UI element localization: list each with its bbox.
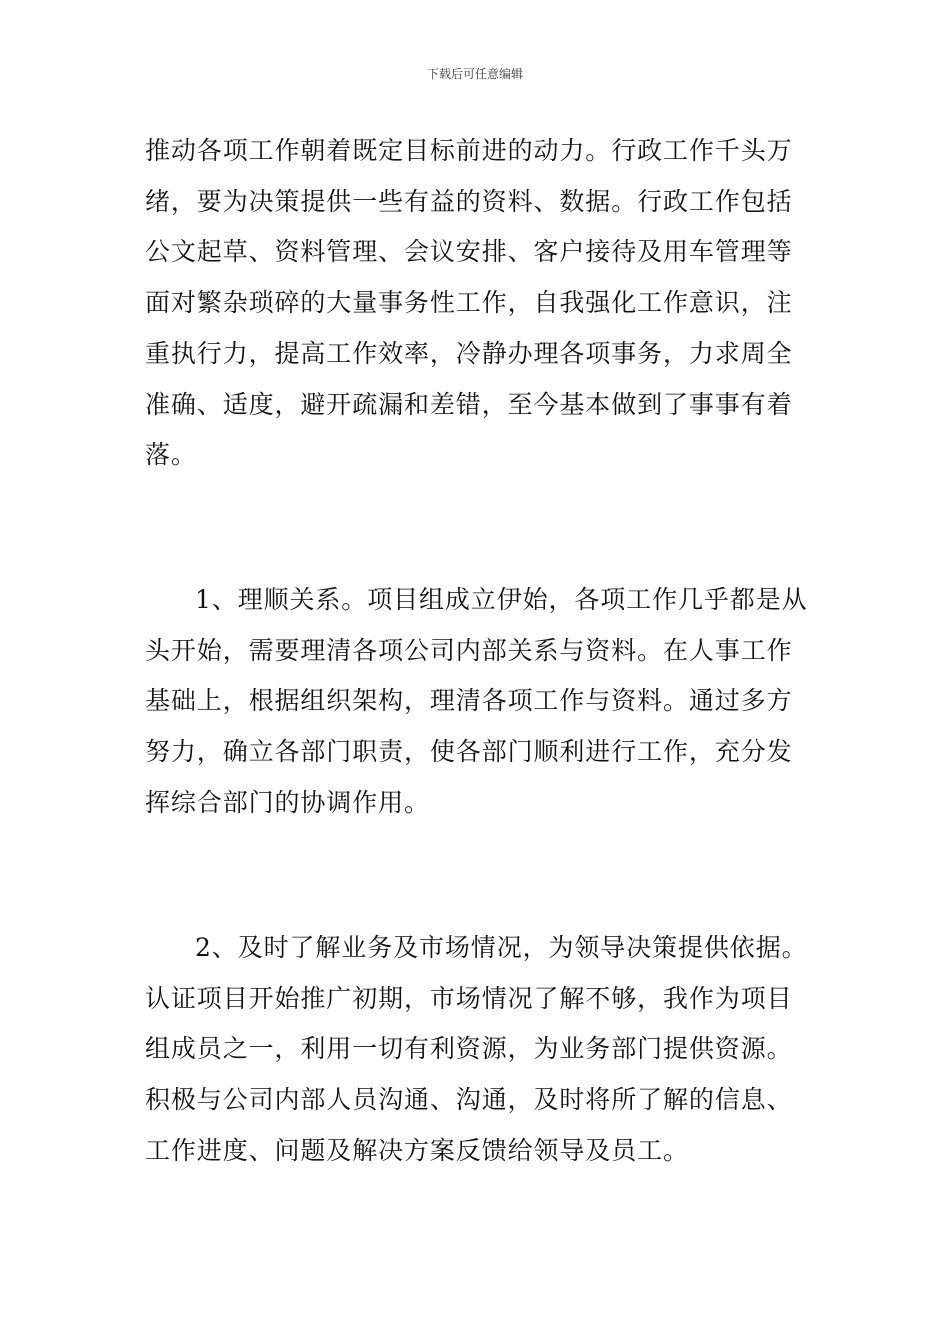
paragraph-line: 1、理顺关系。项目组成立伊始，各项工作几乎都是从 <box>195 585 808 614</box>
paragraph-line: 重执行力，提高工作效率，冷静办理各项事务，力求周全 <box>145 338 793 368</box>
paragraph-line: 准确、适度，避开疏漏和差错，至今基本做到了事事有着 <box>145 389 793 419</box>
paragraph-line: 积极与公司内部人员沟通、沟通，及时将所了解的信息、 <box>145 1085 793 1115</box>
paragraph-3 <box>145 923 809 1177</box>
paragraph-line: 公文起草、资料管理、会议安排、客户接待及用车管理等 <box>145 237 793 267</box>
paragraph-line: 组成员之一，利用一切有利资源，为业务部门提供资源。 <box>145 1034 793 1064</box>
header-note: 下载后可任意编辑 <box>426 67 523 81</box>
paragraph-line: 认证项目开始推广初期，市场情况了解不够，我作为项目 <box>145 983 793 1013</box>
paragraph-line: 2、及时了解业务及市场情况，为领导决策提供依据。 <box>195 933 808 962</box>
paragraph-line: 挥综合部门的协调作用。 <box>145 787 430 817</box>
paragraph-line: 推动各项工作朝着既定目标前进的动力。行政工作千头万 <box>145 136 793 165</box>
paragraph-line: 努力，确立各部门职责，使各部门顺利进行工作，充分发 <box>145 737 793 767</box>
paragraph-2 <box>145 575 809 829</box>
paragraph-line: 基础上，根据组织架构，理清各项工作与资料。通过多方 <box>145 686 793 716</box>
paragraph-line: 头开始，需要理清各项公司内部关系与资料。在人事工作 <box>145 635 793 665</box>
paragraph-line: 绪，要为决策提供一些有益的资料、数据。行政工作包括 <box>145 186 793 216</box>
paragraph-line: 面对繁杂琐碎的大量事务性工作，自我强化工作意识，注 <box>145 288 793 318</box>
paragraph-line: 落。 <box>145 440 197 470</box>
paragraph-1 <box>145 126 809 481</box>
paragraph-line: 工作进度、问题及解决方案反馈给领导及员工。 <box>145 1135 689 1165</box>
